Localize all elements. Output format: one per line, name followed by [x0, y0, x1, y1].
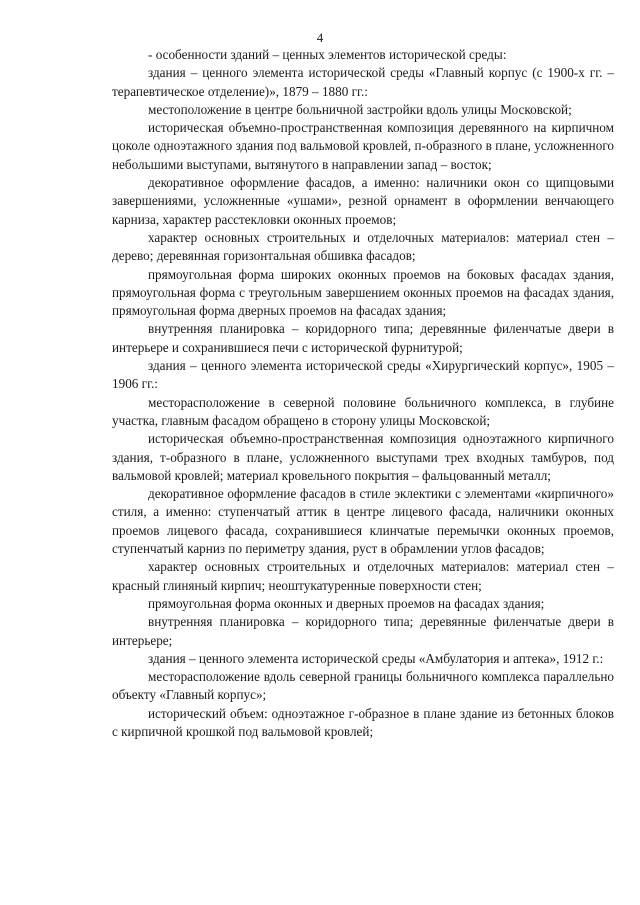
paragraph: прямоугольная форма широких оконных проемов на боковых фасадах здания, прямоугольная форма с треугольным завершением оконных проемов на фасадах здания, прямоугольная форма дверных проемов на фасадах здания; [112, 266, 614, 319]
paragraph: местоположение в центре больничной застройки вдоль улицы Московской; [148, 101, 572, 117]
paragraph: декоративное оформление фасадов, а именно: наличники окон со щипцовыми завершениями, усложненные «ушами», резной орнамент в оформлении венчающего карниза, характер расстекловки оконных проемов; [112, 175, 614, 227]
paragraph: месторасположение вдоль северной границы больничного комплекса параллельно объекту «Главный корпус»; [112, 669, 614, 703]
paragraph: месторасположение в северной половине больничного комплекса, в глубине участка, главным фасадом обращено в сторону улицы Московской; [112, 394, 614, 428]
paragraph: - особенности зданий – ценных элементов исторической среды: [148, 47, 507, 62]
paragraph: исторический объем: одноэтажное г-образное в плане здание из бетонных блоков с кирпичной крошкой под вальмовой кровлей; [112, 705, 614, 739]
paragraph: характер основных строительных и отделочных материалов: материал стен – дерево; деревянная горизонтальная обшивка фасадов; [112, 229, 614, 264]
paragraph: историческая объемно-пространственная композиция одноэтажного кирпичного здания, т-образного в плане, усложненного выступами трех входных тамбуров, под вальмовой кровлей; материал кровельного покрытия – фальцованный металл; [112, 431, 614, 483]
paragraph: историческая объемно-пространственная композиция деревянного на кирпичном цоколе одноэтажного здания под вальмовой кровлей, п-образного в плане, усложненного небольшими выступами, вытянутого в направлении запад – восток; [112, 120, 614, 172]
page-number: 4 [316, 30, 324, 45]
paragraph: внутренняя планировка – коридорного типа; деревянные филенчатые двери в интерьере; [112, 614, 614, 648]
paragraph: декоративное оформление фасадов в стиле эклектики с элементами «кирпичного» стиля, а именно: ступенчатый аттик в центре лицевого фасада, наличники оконных проемов лицевого фасада, сохранившиеся клинчатые перемычки оконных проемов, ступенчатый карниз по периметру здания, руст в обрамлении углов фасадов; [112, 486, 614, 557]
paragraph: здания – ценного элемента исторической среды «Главный корпус (с 1900-х гг. – терапевтическое отделение)», 1879 – 1880 гг.: [112, 65, 614, 99]
paragraph: здания – ценного элемента исторической среды «Хирургический корпус», 1905 – 1906 гг.: [112, 358, 614, 392]
paragraph: прямоугольная форма оконных и дверных проемов на фасадах здания; [148, 595, 545, 611]
paragraph: характер основных строительных и отделочных материалов: материал стен – красный глиняный кирпич; неоштукатуренные поверхности стен; [112, 559, 614, 593]
paragraph: внутренняя планировка – коридорного типа; деревянные филенчатые двери в интерьере и сохранившиеся печи с исторической фурнитурой; [112, 321, 614, 355]
paragraph: здания – ценного элемента исторической среды «Амбулатория и аптека», 1912 г.: [148, 650, 604, 666]
document-body [112, 46, 614, 741]
